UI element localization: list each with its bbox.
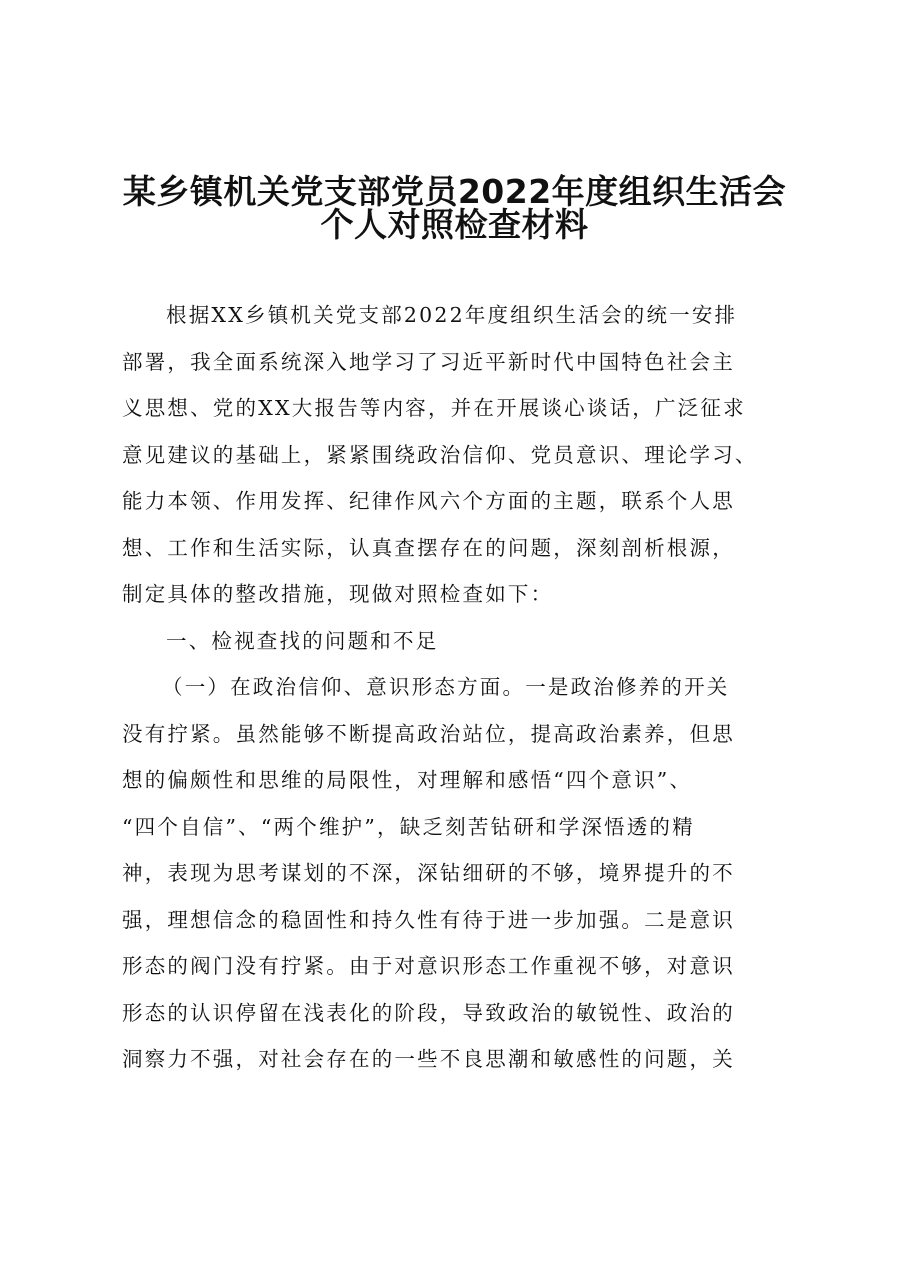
paragraph-line: 部署，我全面系统深入地学习了习近平新时代中国特色社会主: [122, 349, 735, 374]
document-title-line-1: 某乡镇机关党支部党员2022年度组织生活会: [122, 172, 787, 211]
paragraph-line: 义思想、党的XX大报告等内容，并在开展谈心谈话，广泛征求: [122, 396, 746, 420]
paragraph-line: 制定具体的整改措施，现做对照检查如下：: [122, 582, 554, 606]
paragraph-line: （一）在政治信仰、意识形态方面。一是政治修养的开关: [162, 675, 730, 699]
paragraph-line: 意见建议的基础上，紧紧围绕政治信仰、党员意识、理论学习、: [122, 442, 758, 467]
paragraph-line: 想、工作和生活实际，认真查摆存在的问题，深刻剖析根源，: [122, 535, 735, 560]
paragraph-line: 想的偏颇性和思维的局限性，对理解和感悟“四个意识”、: [122, 768, 693, 792]
document-title-line-2: 个人对照检查材料: [320, 205, 589, 244]
paragraph-line: 形态的阀门没有拧紧。由于对意识形态工作重视不够，对意识: [122, 954, 735, 978]
paragraph-line: “四个自信”、“两个维护”，缺乏刻苦钻研和学深悟透的精: [122, 814, 695, 839]
section-heading: 一、检视查找的问题和不足: [166, 628, 439, 653]
paragraph-line: 神，表现为思考谋划的不深，深钻细研的不够，境界提升的不: [122, 861, 735, 885]
paragraph-line: 强，理想信念的稳固性和持久性有待于进一步加强。二是意识: [122, 907, 735, 932]
paragraph-line: 根据XX乡镇机关党支部2022年度组织生活会的统一安排: [166, 303, 738, 327]
paragraph-line: 形态的认识停留在浅表化的阶段，导致政治的敏锐性、政治的: [122, 1000, 735, 1025]
paragraph-line: 能力本领、作用发挥、纪律作风六个方面的主题，联系个人思: [122, 489, 735, 513]
paragraph-line: 洞察力不强，对社会存在的一些不良思潮和敏感性的问题，关: [122, 1047, 735, 1071]
document-body: [122, 292, 802, 1083]
paragraph-line: 没有拧紧。虽然能够不断提高政治站位，提高政治素养，但思: [122, 721, 735, 746]
